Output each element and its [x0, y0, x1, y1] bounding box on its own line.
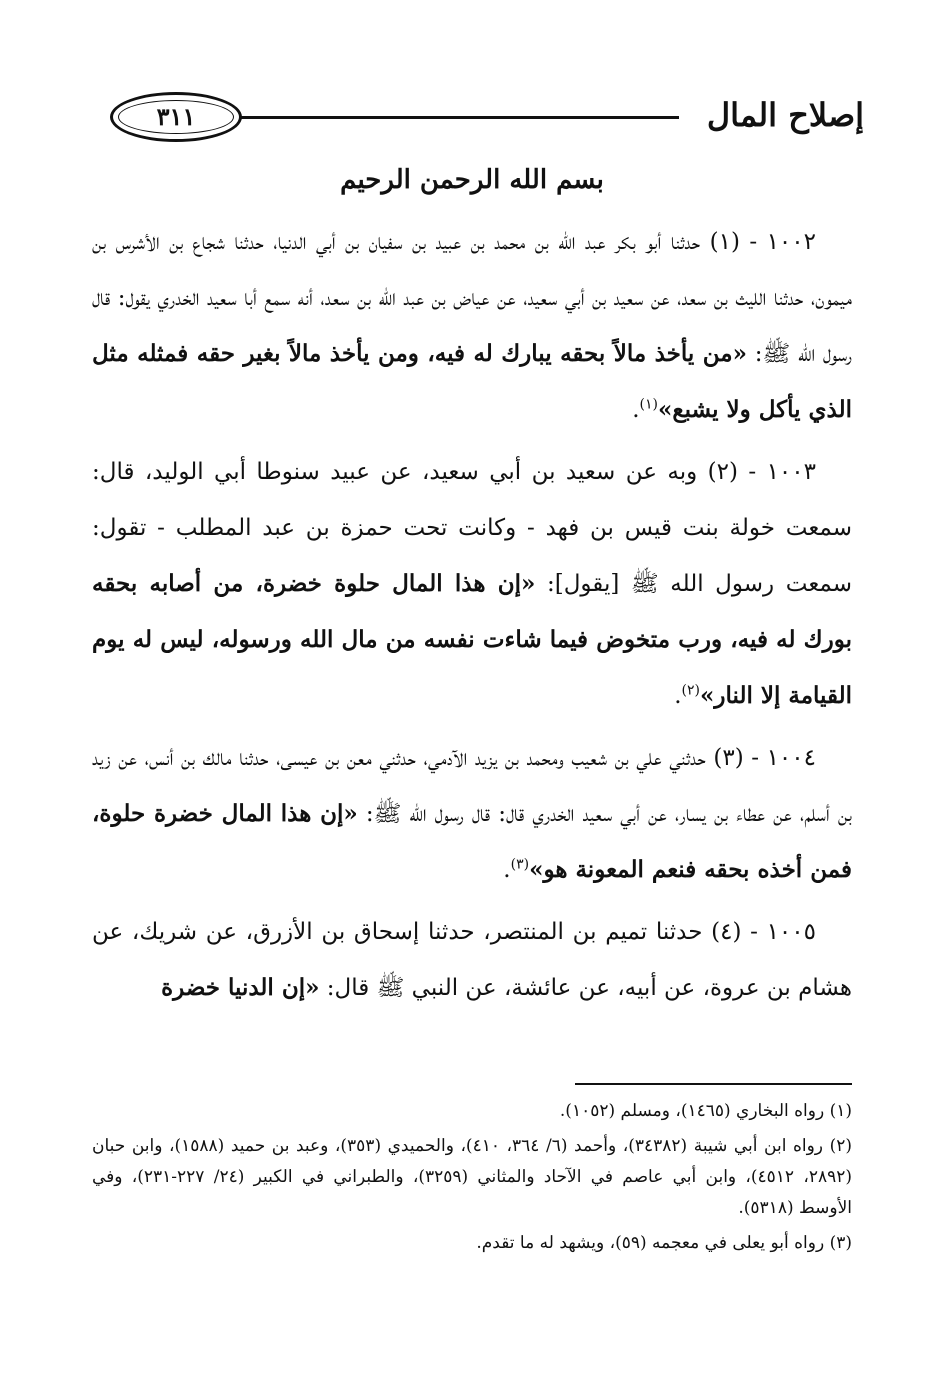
- hadith-quote: «إن هذا المال خضرة حلوة، فمن أخذه بحقه فنعم المعونة هو»: [92, 800, 852, 883]
- footnotes: [92, 1096, 852, 1263]
- hadith-paragraph: [92, 904, 852, 1016]
- header-rule: [240, 116, 679, 119]
- running-title: إصلاح المال: [706, 96, 864, 134]
- hadith-paragraph: [92, 730, 852, 898]
- paragraph-end: .: [503, 857, 511, 883]
- main-text: [92, 214, 852, 1022]
- narration-chain: ١٠٠٣ - (٢) وبه عن سعيد بن أبي سعيد، عن عبيد سنوطا أبي الوليد، قال: سمعت خولة بنت قيس بن فهد - وكانت تحت حمزة بن عبد المطلب - تقول: سمعت رسول الله ﷺ [يقول]:: [92, 459, 852, 597]
- narration-chain: ١٠٠٥ - (٤) حدثنا تميم بن المنتصر، حدثنا إسحاق بن الأزرق، عن شريك، عن هشام بن عروة، عن أبيه، عن عائشة، عن النبي ﷺ قال:: [92, 919, 852, 1001]
- narration-chain: ١٠٠٤ - (٣) حدثني علي بن شعيب ومحمد بن يزيد الآدمي، حدثني معن بن عيسى، حدثنا مالك بن أنس، عن زيد بن أسلم، عن عطاء بن يسار، عن أبي سعيد الخدري قال: قال رسول الله ﷺ:: [92, 745, 852, 827]
- basmala-heading: بسم الله الرحمن الرحيم: [340, 165, 604, 195]
- footnote-marker: (١): [639, 396, 659, 413]
- footnote: (٢) رواه ابن أبي شيبة (٣٤٣٨٢)، وأحمد (٦/ ٣٦٤، ٤١٠)، والحميدي (٣٥٣)، وعبد بن حميد (١٥٨٨)، وابن حبان (٢٨٩٢، ٤٥١٢)، وابن أبي عاصم في الآحاد والمثاني (٣٢٥٩)، والطبراني في الكبير (٢٤/ ٢٢٧-٢٣١)، وفي الأوسط (٥٣١٨).: [92, 1136, 852, 1218]
- paragraph-end: .: [632, 397, 640, 423]
- page-number-badge: [110, 92, 242, 142]
- footnote: (٣) رواه أبو يعلى في معجمه (٥٩)، ويشهد له ما تقدم.: [476, 1233, 852, 1253]
- narration-chain: ١٠٠٢ - (١) حدثنا أبو بكر عبد الله بن محمد بن عبيد بن سفيان بن أبي الدنيا، حدثنا شجاع بن الأشرس بن ميمون، حدثنا الليث بن سعد، عن سعيد بن أبي سعيد، عن عياض بن عبد الله بن سعد، أنه سمع أبا سعيد الخدري يقول: قال رسول الله ﷺ:: [92, 229, 852, 367]
- footnote-separator: [575, 1083, 852, 1085]
- hadith-quote: «إن الدنيا خضرة: [161, 974, 320, 1001]
- footnote-marker: (٢): [681, 682, 701, 699]
- page-number: ٣١١: [156, 102, 196, 131]
- hadith-paragraph: [92, 214, 852, 438]
- paragraph-end: .: [674, 683, 682, 709]
- hadith-quote: «إن هذا المال حلوة خضرة، من أصابه بحقه بورك له فيه، ورب متخوض فيما شاءت نفسه من مال الله ورسوله، ليس له يوم القيامة إلا النار»: [92, 570, 852, 709]
- footnote: (١) رواه البخاري (١٤٦٥)، ومسلم (١٠٥٢).: [559, 1101, 852, 1121]
- footnote-marker: (٣): [510, 856, 530, 873]
- hadith-paragraph: [92, 444, 852, 724]
- hadith-quote: «من يأخذ مالاً بحقه يبارك له فيه، ومن يأخذ مالاً بغير حقه فمثله مثل الذي يأكل ولا يشبع»: [92, 340, 852, 423]
- page-header: [110, 82, 864, 154]
